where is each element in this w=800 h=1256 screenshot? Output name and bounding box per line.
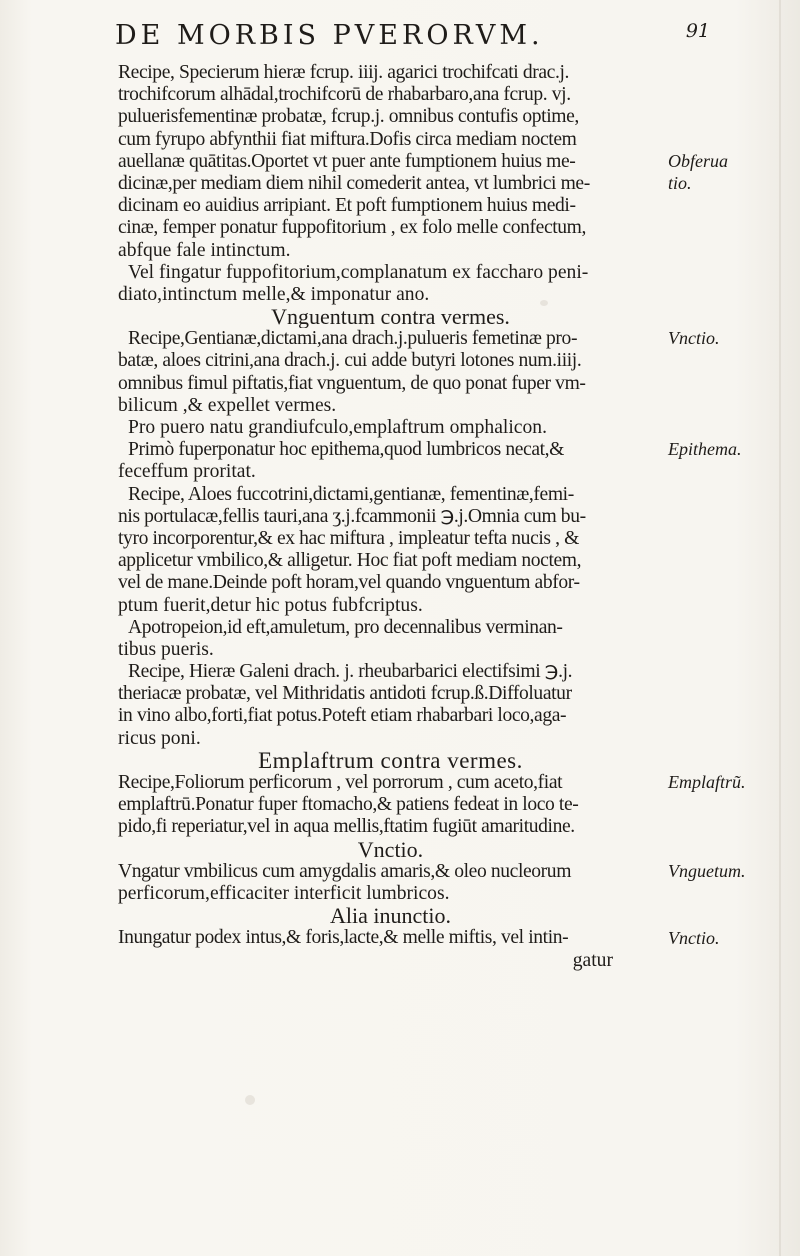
text-line: cum fyrupo abfynthii fiat miftura.Dofis circa mediam noctem [118, 128, 577, 150]
page-edge [779, 0, 781, 1256]
running-header [115, 20, 735, 51]
margin-note: Vnctio. [668, 328, 720, 349]
margin-note: Epithema. [668, 439, 742, 460]
text-line: trochifcorum alhādal,trochifcorū de rhabarbaro,ana fcrup. vj. [118, 84, 571, 106]
margin-note: Vnctio. [668, 927, 720, 948]
page-number: 91 [685, 20, 710, 42]
text-line: feceffum proritat. [118, 461, 256, 483]
text-line: Apotropeion,id eft,amuletum, pro decennalibus verminan- [128, 616, 563, 638]
text-line: dicinam eo auidius arripiant. Et poft fumptionem huius medi- [118, 195, 576, 217]
text-line: in vino albo,forti,fiat potus.Poteft etiam rhabarbari loco,aga- [118, 705, 567, 727]
text-line: nis portulacæ,fellis tauri,ana ʒ.j.fcammonii ℈.j.Omnia cum bu- [118, 505, 586, 527]
margin-note: Emplaftrũ. [668, 772, 746, 793]
text-line: puluerisfementinæ probatæ, fcrup.j. omnibus contufis optime, [118, 106, 579, 128]
running-title: DE MORBIS PVERORVM. [115, 20, 544, 51]
body-text [118, 62, 663, 972]
text-line: ptum fuerit,detur hic potus fubfcriptus. [118, 594, 423, 616]
text-line: ricus poni. [118, 727, 201, 749]
text-line: Vnctio. [357, 838, 424, 861]
text-line: theriacæ probatæ, vel Mithridatis antidoti fcrup.ß.Diffoluatur [118, 683, 572, 705]
text-line: applicetur vmbilico,& alligetur. Hoc fiat poft mediam noctem, [118, 550, 582, 572]
text-line: Recipe, Specierum hieræ fcrup. iiij. agarici trochifcati drac.j. [118, 62, 569, 83]
text-line: Alia inunctio. [330, 905, 451, 928]
text-line: Primò fuperponatur hoc epithema,quod lumbricos necat,& [128, 439, 565, 461]
text-line: Recipe, Hieræ Galeni drach. j. rheubarbarici electifsimi ℈.j. [128, 661, 573, 683]
text-line: Recipe,Gentianæ,dictami,ana drach.j.pulueris femetinæ pro- [128, 328, 578, 350]
text-line: Vel fingatur fuppofitorium,complanatum ex faccharo peni- [128, 261, 589, 283]
text-line: Pro puero natu grandiufculo,emplaftrum omphalicon. [128, 417, 547, 438]
text-line: perficorum,efficaciter interficit lumbricos. [118, 882, 450, 904]
text-line: Recipe, Aloes fuccotrini,dictami,gentianæ, fementinæ,femi- [128, 483, 574, 505]
text-line: Inungatur podex intus,& foris,lacte,& melle miftis, vel intin- [118, 927, 569, 949]
text-line: omnibus fimul piftatis,fiat vnguentum, de quo ponat fuper vm- [118, 372, 586, 394]
text-line: tyro incorporentur,& ex hac miftura , impleatur tefta nucis , & [118, 527, 579, 549]
margin-note: Obferua [668, 150, 728, 171]
text-line: Vnguentum contra vermes. [271, 306, 510, 329]
margin-note: Vnguetum. [668, 861, 746, 882]
text-line: emplaftrū.Ponatur fuper ftomacho,& patiens fedeat in loco te- [118, 794, 579, 816]
text-line: cinæ, femper ponatur fuppofitorium , ex folo melle confectum, [118, 217, 587, 239]
text-line: bilicum ,& expellet vermes. [118, 394, 337, 416]
text-line: vel de mane.Deinde poft horam,vel quando vnguentum abfor- [118, 572, 580, 594]
text-line: abfque fale intinctum. [118, 239, 291, 261]
text-line: dicinæ,per mediam diem nihil comederit antea, vt lumbrici me- [118, 172, 590, 194]
text-line: Recipe,Foliorum perficorum , vel porrorum , cum aceto,fiat [118, 772, 563, 793]
ink-speck [245, 1095, 255, 1105]
margin-note: tio. [668, 173, 692, 193]
text-line: batæ, aloes citrini,ana drach.j. cui adde butyri lotones num.iiij. [118, 350, 582, 372]
text-line: auellanæ quātitas.Oportet vt puer ante fumptionem huius me- [118, 150, 576, 172]
text-line: Emplaftrum contra vermes. [258, 749, 523, 772]
text-line: tibus pueris. [118, 638, 214, 660]
text-line: diato,intinctum melle,& imponatur ano. [118, 283, 430, 305]
text-line: pido,fi reperiatur,vel in aqua mellis,ftatim fugiūt amaritudine. [118, 816, 575, 838]
text-line: Vngatur vmbilicus cum amygdalis amaris,& oleo nucleorum [118, 860, 572, 882]
text-line: gatur [572, 949, 613, 971]
